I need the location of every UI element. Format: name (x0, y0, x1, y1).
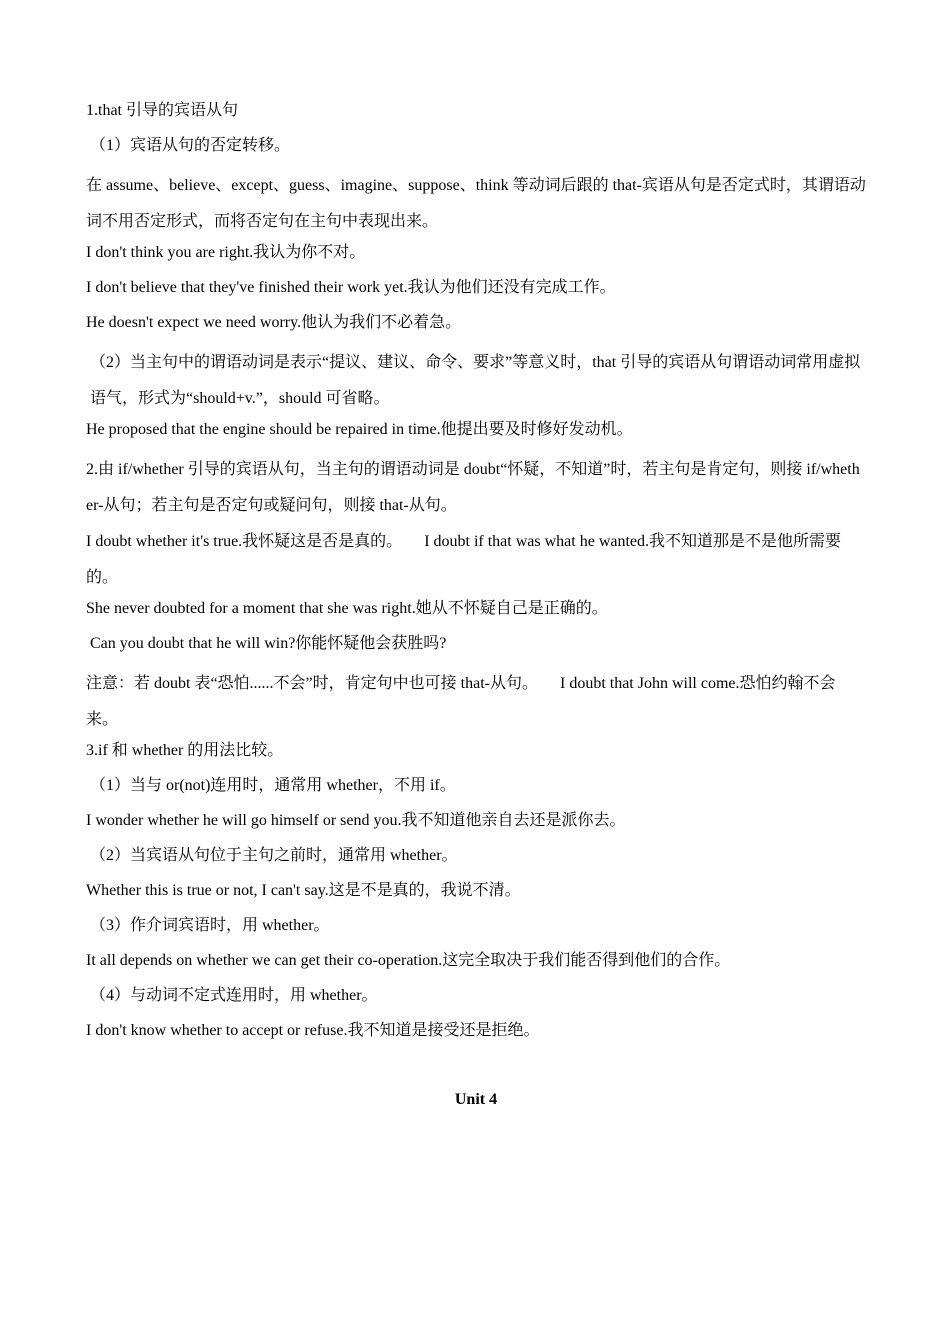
example-sentence: I wonder whether he will go himself or send you.我不知道他亲自去还是派你去。 (86, 812, 626, 829)
example-sentence: She never doubted for a moment that she was right.她从不怀疑自己是正确的。 (86, 600, 608, 617)
example-sentence: It all depends on whether we can get their co-operation.这完全取决于我们能否得到他们的合作。 (86, 952, 731, 969)
example-sentence: He doesn't expect we need worry.他认为我们不必着急。 (86, 314, 462, 331)
example-sentence: He proposed that the engine should be repaired in time.他提出要及时修好发动机。 (86, 421, 633, 438)
example-sentence: I doubt whether it's true.我怀疑这是否是真的。 (86, 533, 403, 550)
section-heading-1: 1.that 引导的宾语从句 (86, 102, 238, 119)
subheading-3-1: （1）当与 or(not)连用时，通常用 whether，不用 if。 (90, 777, 456, 794)
example-sentence: I don't know whether to accept or refuse.我不知道是接受还是拒绝。 (86, 1022, 540, 1039)
subheading-1-1: （1）宾语从句的否定转移。 (90, 137, 291, 154)
subheading-3-4: （4）与动词不定式连用时，用 whether。 (90, 987, 378, 1004)
example-sentence-pair (86, 524, 866, 596)
example-sentence: I don't believe that they've finished their work yet.我认为他们还没有完成工作。 (86, 279, 616, 296)
unit-heading: Unit 4 (454, 1091, 498, 1108)
example-sentence: Whether this is true or not, I can't say.这是不是真的，我说不清。 (86, 882, 521, 899)
subheading-3-3: （3）作介词宾语时，用 whether。 (90, 917, 330, 934)
subheading-3-2: （2）当宾语从句位于主句之前时，通常用 whether。 (90, 847, 458, 864)
section-heading-2: 2.由 if/whether 引导的宾语从句，当主句的谓语动词是 doubt“怀疑，不知道”时，若主句是肯定句，则接 if/whether-从句；若主句是否定句或疑问句，则接 that-从句。 (86, 461, 860, 514)
example-sentence: Can you doubt that he will win?你能怀疑他会获胜吗? (90, 635, 447, 652)
paragraph-negation-transfer: 在 assume、believe、except、guess、imagine、suppose、think 等动词后跟的 that-宾语从句是否定式时，其谓语动词不用否定形式，而将否定句在主句中表现出来。 (86, 177, 866, 230)
example-sentence: I don't think you are right.我认为你不对。 (86, 244, 366, 261)
section-heading-3: 3.if 和 whether 的用法比较。 (86, 742, 284, 759)
note-paragraph (86, 666, 866, 738)
document-page (86, 98, 866, 1113)
example-sentence: I doubt if that was what he wanted.我不知道那是不是他所需要的。 (86, 533, 842, 586)
subheading-1-2: （2）当主句中的谓语动词是表示“提议、建议、命令、要求”等意义时，that 引导的宾语从句谓语动词常用虚拟语气，形式为“should+v.”，should 可省略。 (90, 354, 861, 407)
spacer (86, 1053, 866, 1087)
example-sentence: I doubt that John will come.恐怕约翰不会来。 (86, 675, 836, 728)
note-text: 注意：若 doubt 表“恐怕......不会”时，肯定句中也可接 that-从句。 (86, 675, 538, 692)
